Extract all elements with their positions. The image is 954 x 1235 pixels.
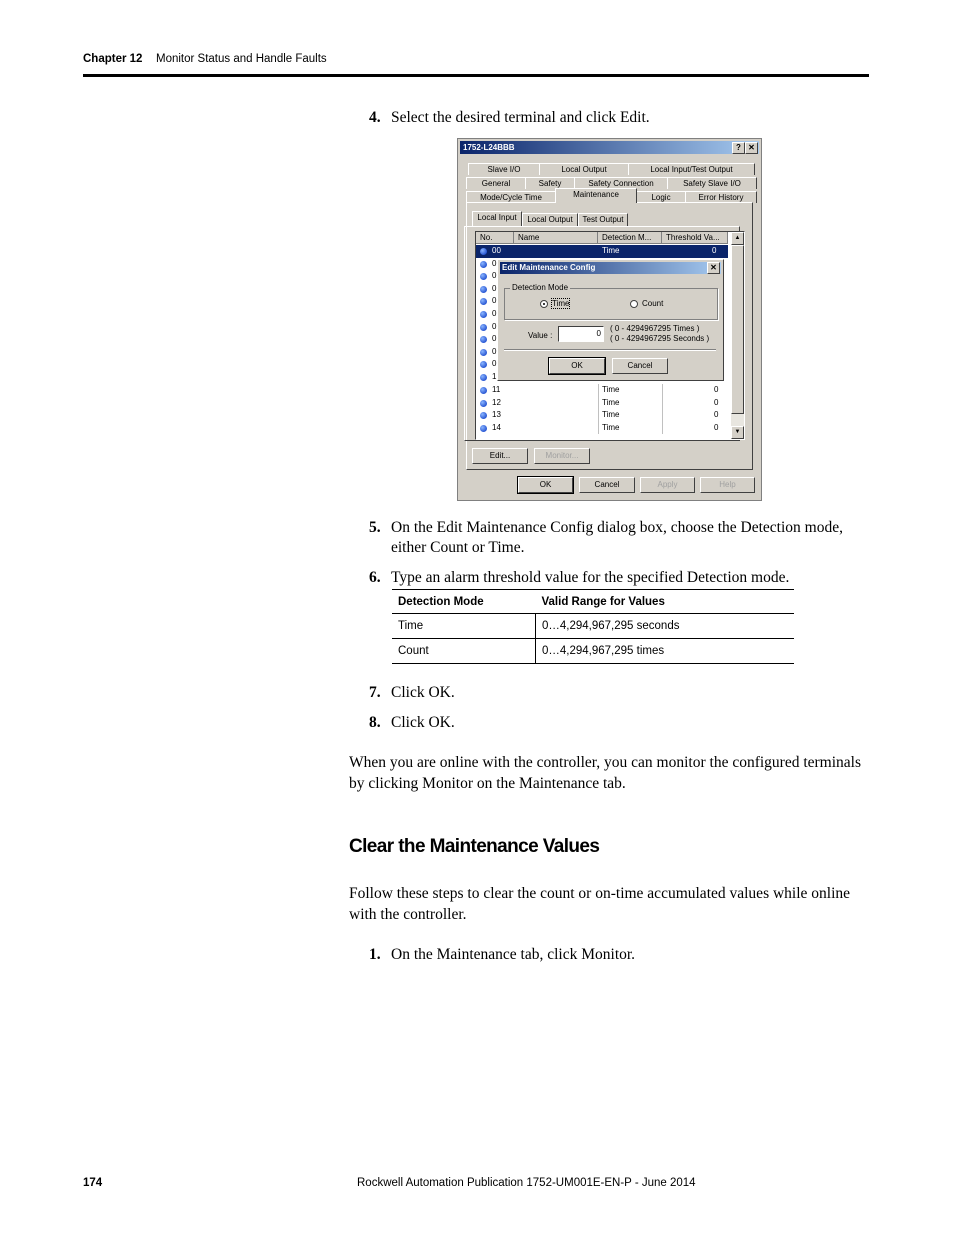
step-5 — [369, 518, 843, 556]
controller-properties-window — [457, 138, 762, 501]
dialog-close-icon[interactable]: ✕ — [707, 262, 720, 274]
col-header-name[interactable]: Name — [514, 232, 598, 244]
cell-no: 1 — [492, 372, 497, 381]
range-times-text: ( 0 - 4294967295 Times ) — [610, 324, 700, 333]
edit-maintenance-config-dialog — [497, 259, 724, 381]
value-input[interactable]: 0 — [558, 326, 604, 342]
table-row[interactable] — [476, 245, 728, 258]
dialog-cancel-button[interactable]: Cancel — [612, 358, 668, 374]
step-number: 1. — [369, 946, 381, 963]
cell-no: 14 — [492, 422, 501, 432]
table-row[interactable] — [476, 397, 728, 410]
monitor-button[interactable]: Monitor... — [534, 448, 590, 464]
dialog-ok-button[interactable]: OK — [549, 358, 605, 374]
cell-range: 0…4,294,967,295 times — [536, 639, 795, 664]
dialog-divider — [504, 349, 716, 351]
tab-general[interactable]: General — [466, 177, 526, 189]
tab-error-history[interactable]: Error History — [685, 191, 757, 203]
scroll-down-icon[interactable]: ▼ — [731, 426, 744, 439]
chapter-title: Monitor Status and Handle Faults — [156, 53, 327, 65]
cancel-button[interactable]: Cancel — [579, 477, 635, 493]
tab-safety-slave-io[interactable]: Safety Slave I/O — [667, 177, 757, 189]
tab-maintenance[interactable]: Maintenance — [555, 188, 637, 203]
cell-mode: Time — [602, 397, 620, 407]
step-number: 4. — [369, 109, 381, 126]
step-1 — [369, 945, 636, 965]
cell-no: 0 — [492, 334, 497, 344]
col-header-detection-mode[interactable]: Detection M... — [598, 232, 662, 244]
col-header-valid-range: Valid Range for Values — [536, 590, 795, 614]
terminal-status-icon — [480, 324, 487, 331]
help-button[interactable]: Help — [700, 477, 755, 493]
cell-value: 0 — [714, 422, 719, 432]
terminal-status-icon — [480, 412, 487, 419]
count-radio-label[interactable]: Count — [642, 299, 664, 308]
cell-mode: Time — [392, 614, 536, 639]
terminal-status-icon — [480, 311, 487, 318]
step-8 — [369, 713, 455, 733]
terminal-status-icon — [480, 387, 487, 394]
tab-slave-io[interactable]: Slave I/O — [468, 163, 540, 175]
tab-mode-cycle-time[interactable]: Mode/Cycle Time — [466, 191, 556, 203]
terminal-status-icon — [480, 248, 487, 255]
cell-mode: Time — [602, 385, 620, 394]
cell-no: 11 — [492, 385, 501, 394]
cell-no: 12 — [492, 397, 501, 407]
count-radio[interactable] — [630, 300, 638, 308]
valid-range-table — [392, 589, 794, 664]
scroll-up-icon[interactable]: ▲ — [731, 232, 744, 245]
value-label: Value : — [528, 331, 553, 340]
cell-no: 13 — [492, 410, 501, 420]
step-number: 6. — [369, 569, 381, 586]
grid-scrollbar[interactable] — [731, 232, 744, 439]
edit-button[interactable]: Edit... — [472, 448, 528, 464]
cell-value: 0 — [714, 410, 719, 420]
chapter-label: Chapter 12 — [83, 53, 143, 65]
cell-no: 0 — [492, 321, 497, 331]
online-monitor-paragraph: When you are online with the controller, you can monitor the configured terminals by clicking Monitor on the Maintenance tab. — [349, 754, 862, 792]
publication-info: Rockwell Automation Publication 1752-UM001E-EN-P - June 2014 — [357, 1177, 696, 1189]
clear-values-paragraph: Follow these steps to clear the count or on-time accumulated values while online with the controller. — [349, 885, 851, 923]
cell-value: 0 — [712, 246, 717, 255]
step-7 — [369, 683, 455, 703]
step-number: 5. — [369, 519, 381, 536]
table-row[interactable] — [476, 409, 728, 422]
cell-no: 0 — [492, 258, 497, 268]
cell-mode: Time — [602, 422, 620, 432]
tab-local-input-test-output[interactable]: Local Input/Test Output — [628, 163, 755, 175]
detection-mode-group — [504, 283, 718, 320]
table-row — [392, 614, 794, 639]
subtab-local-output[interactable]: Local Output — [522, 213, 578, 226]
scroll-thumb[interactable] — [731, 245, 744, 414]
terminal-status-icon — [480, 298, 487, 305]
step-text: On the Maintenance tab, click Monitor. — [391, 946, 636, 963]
terminal-status-icon — [480, 286, 487, 293]
cell-mode: Count — [392, 639, 536, 664]
cell-value: 0 — [714, 397, 719, 407]
table-header-row — [392, 590, 794, 614]
terminal-status-icon — [480, 425, 487, 432]
step-number: 7. — [369, 684, 381, 701]
cell-no: 0 — [492, 309, 497, 318]
section-heading: Clear the Maintenance Values — [349, 836, 600, 857]
cell-no: 00 — [492, 246, 501, 255]
range-seconds-text: ( 0 - 4294967295 Seconds ) — [610, 334, 710, 343]
time-radio[interactable] — [540, 300, 548, 308]
time-radio-label[interactable]: Time — [552, 299, 570, 308]
dialog-titlebar — [500, 262, 721, 274]
cell-no: 0 — [492, 283, 497, 293]
cell-no: 0 — [492, 271, 497, 281]
step-4 — [369, 108, 650, 128]
close-icon[interactable]: ✕ — [745, 142, 758, 154]
terminal-status-icon — [480, 374, 487, 381]
dialog-title: Edit Maintenance Config — [502, 263, 596, 272]
tab-safety-connection[interactable]: Safety Connection — [574, 177, 668, 189]
subtab-local-input[interactable]: Local Input — [472, 211, 522, 227]
step-text: On the Edit Maintenance Config dialog box, choose the Detection mode, either Count or Time. — [391, 519, 843, 556]
tab-local-output[interactable]: Local Output — [539, 163, 629, 175]
terminal-status-icon — [480, 261, 487, 268]
terminal-status-icon — [480, 361, 487, 368]
cell-mode: Time — [602, 410, 620, 420]
page-number: 174 — [83, 1177, 103, 1189]
col-header-no[interactable]: No. — [476, 232, 514, 244]
header-rule — [83, 74, 869, 77]
step-text: Click OK. — [391, 684, 455, 701]
window-titlebar — [460, 141, 759, 154]
table-row[interactable] — [476, 384, 728, 397]
col-header-threshold[interactable]: Threshold Va... — [662, 232, 728, 244]
step-text: Select the desired terminal and click Edit. — [391, 109, 650, 126]
tab-logic[interactable]: Logic — [636, 191, 686, 203]
cell-no: 0 — [492, 359, 497, 369]
cell-no: 0 — [492, 346, 497, 356]
cell-range: 0…4,294,967,295 seconds — [536, 614, 795, 639]
step-text: Click OK. — [391, 714, 455, 731]
col-header-detection-mode: Detection Mode — [392, 590, 536, 614]
step-6 — [369, 568, 790, 588]
help-icon[interactable]: ? — [732, 142, 745, 154]
terminal-status-icon — [480, 400, 487, 407]
apply-button[interactable]: Apply — [640, 477, 695, 493]
terminal-status-icon — [480, 336, 487, 343]
table-row — [392, 639, 794, 664]
cell-mode: Time — [602, 246, 620, 255]
terminal-status-icon — [480, 273, 487, 280]
step-text: Type an alarm threshold value for the specified Detection mode. — [391, 569, 790, 586]
subtab-test-output[interactable]: Test Output — [578, 213, 628, 226]
cell-no: 0 — [492, 296, 497, 306]
ok-button[interactable]: OK — [518, 477, 573, 493]
detection-mode-label: Detection Mode — [512, 283, 569, 292]
tab-safety[interactable]: Safety — [525, 177, 575, 189]
terminal-status-icon — [480, 349, 487, 356]
window-title: 1752-L24BBB — [463, 143, 515, 152]
table-row[interactable] — [476, 422, 728, 435]
step-number: 8. — [369, 714, 381, 731]
cell-value: 0 — [714, 385, 719, 394]
